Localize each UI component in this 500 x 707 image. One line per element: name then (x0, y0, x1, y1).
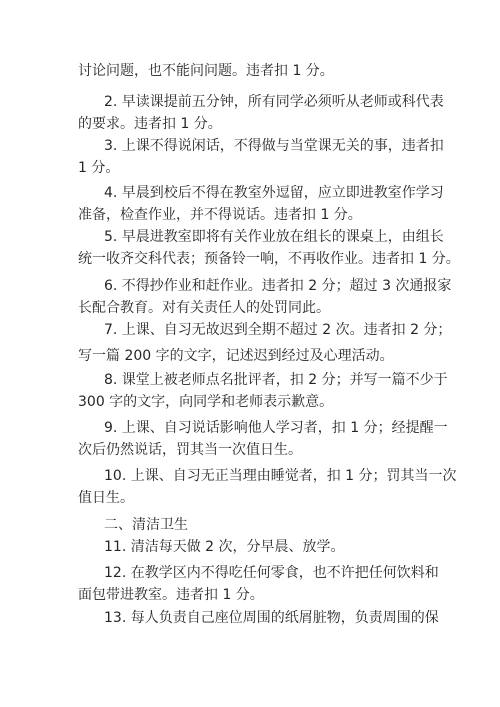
text-line: 准备，检查作业，并不得说话。违者扣 1 分。 (78, 207, 362, 223)
rule-item-8: 8. 课堂上被老师点名批评者，扣 2 分；并写一篇不少于 (104, 372, 448, 388)
rule-item-10: 10. 上课、自习无正当理由睡觉者，扣 1 分；罚其当一次 (104, 468, 457, 484)
rule-item-13: 13. 每人负责自己座位周围的纸屑脏物，负责周围的保 (104, 610, 439, 626)
text-line: 值日生。 (78, 490, 134, 506)
text-line: 讨论问题，也不能问问题。违者扣 1 分。 (78, 63, 334, 79)
rule-item-9: 9. 上课、自习说话影响他人学习者，扣 1 分；经提醒一 (104, 420, 448, 436)
text-line: 写一篇 200 字的文字，记述迟到经过及心理活动。 (78, 348, 394, 364)
text-line: 300 字的文字，向同学和老师表示歉意。 (78, 394, 334, 410)
rule-item-2: 2. 早读课提前五分钟，所有同学必须听从老师或科代表 (104, 94, 444, 110)
text-line: 次后仍然说话，罚其当一次值日生。 (78, 442, 302, 458)
rule-item-5: 5. 早晨进教室即将有关作业放在组长的课桌上，由组长 (104, 229, 444, 245)
rule-item-12: 12. 在教学区内不得吃任何零食，也不许把任何饮料和 (104, 565, 439, 581)
rule-item-6: 6. 不得抄作业和赶作业。违者扣 2 分；超过 3 次通报家 (104, 278, 452, 294)
section-heading: 二、清洁卫生 (104, 517, 188, 533)
rule-item-3: 3. 上课不得说闲话，不得做与当堂课无关的事，违者扣 (104, 138, 444, 154)
rule-item-7: 7. 上课、自习无故迟到全期不超过 2 次。违者扣 2 分； (104, 322, 452, 338)
rule-item-11: 11. 清洁每天做 2 次，分早晨、放学。 (104, 539, 345, 555)
text-line: 的要求。违者扣 1 分。 (78, 116, 222, 132)
rule-item-4: 4. 早晨到校后不得在教室外逗留，应立即进教室作学习 (104, 185, 444, 201)
text-line: 面包带进教室。违者扣 1 分。 (78, 587, 264, 603)
text-line: 长配合教育。对有关责任人的处罚同此。 (78, 300, 330, 316)
text-line: 1 分。 (78, 160, 120, 176)
text-line: 统一收齐交科代表；预备铃一响，不再收作业。违者扣 1 分。 (78, 251, 460, 267)
